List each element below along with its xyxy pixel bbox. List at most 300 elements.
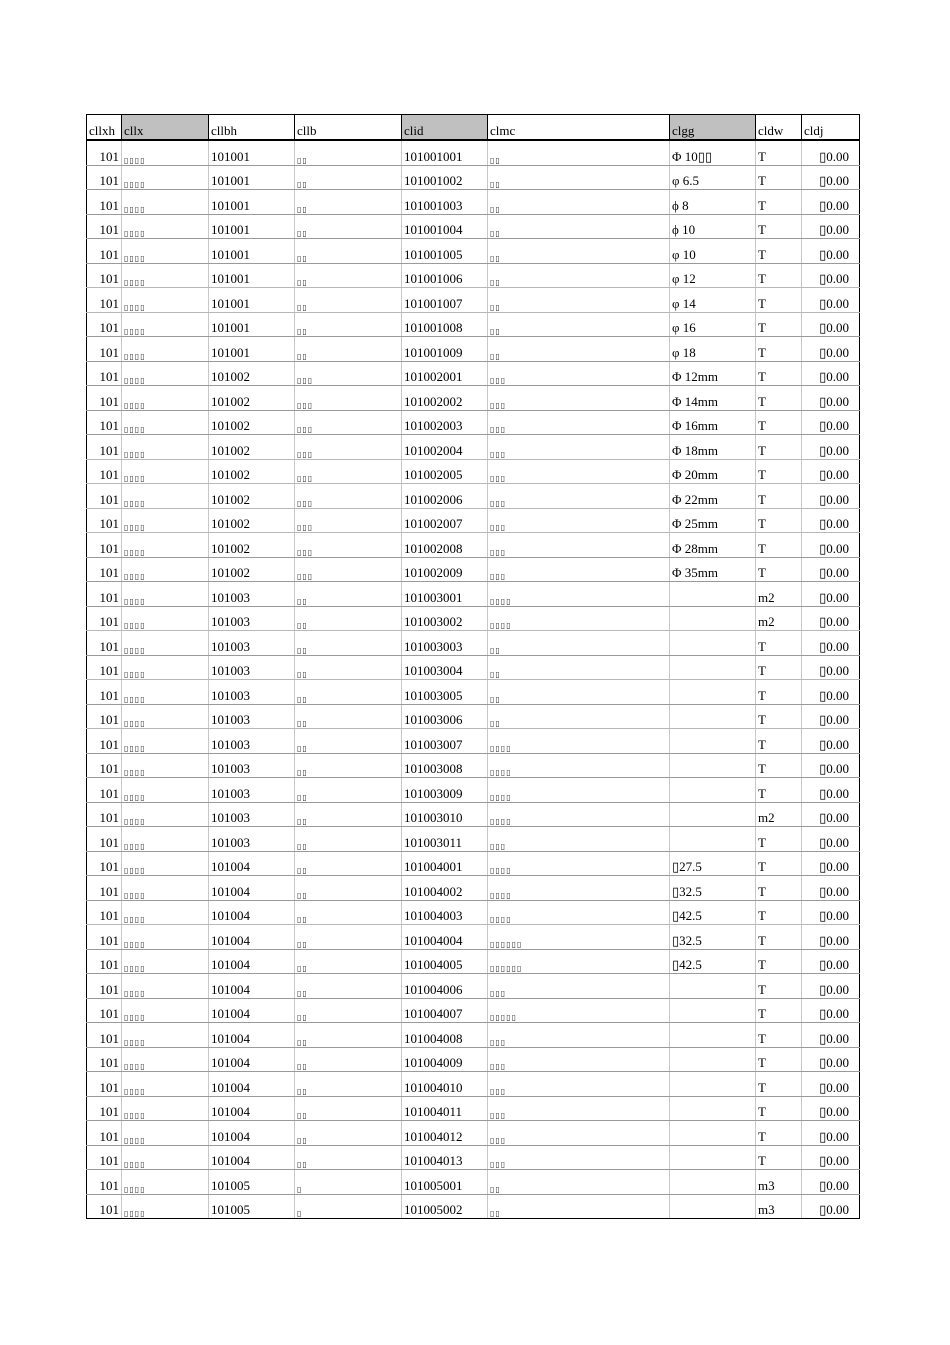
cell-cldw: T [756,680,802,705]
cell-cllb: ▯▯▯ [295,484,402,509]
table-row [87,508,860,533]
cell-cllbh: 101004 [209,1072,295,1097]
cell-clid: 101004013 [402,1145,488,1170]
cell-cllx: ▯▯▯▯ [122,606,209,631]
cell-cllxh: 101 [87,704,122,729]
cell-clid: 101002004 [402,435,488,460]
cell-cllbh: 101003 [209,631,295,656]
cell-cldj: ▯0.00 [802,606,860,631]
cell-cldj: ▯0.00 [802,459,860,484]
cell-cllb: ▯▯ [295,1121,402,1146]
cell-cllb: ▯▯▯ [295,435,402,460]
cell-clgg [670,680,756,705]
cell-cllxh: 101 [87,337,122,362]
cell-cllbh: 101002 [209,533,295,558]
cell-clid: 101004007 [402,998,488,1023]
cell-cldw: T [756,1023,802,1048]
cell-clgg: ▯42.5 [670,900,756,925]
cell-clgg [670,655,756,680]
cell-cllxh: 101 [87,435,122,460]
cell-cllbh: 101004 [209,925,295,950]
cell-cllxh: 101 [87,1047,122,1072]
column-header-clid: clid [402,115,488,141]
cell-cllx: ▯▯▯▯ [122,1072,209,1097]
table-row [87,190,860,215]
cell-cllb: ▯▯ [295,778,402,803]
cell-cllbh: 101005 [209,1194,295,1219]
cell-clgg [670,1194,756,1219]
cell-cldj: ▯0.00 [802,337,860,362]
cell-clmc: ▯▯▯ [488,459,670,484]
cell-clmc: ▯▯▯▯▯▯ [488,925,670,950]
cell-cllb: ▯▯ [295,1145,402,1170]
table-row [87,214,860,239]
table-row [87,459,860,484]
cell-cldw: T [756,949,802,974]
cell-cldj: ▯0.00 [802,949,860,974]
cell-clgg [670,974,756,999]
cell-cllbh: 101001 [209,312,295,337]
cell-clid: 101003005 [402,680,488,705]
cell-clid: 101004010 [402,1072,488,1097]
cell-cldw: T [756,1096,802,1121]
cell-clmc: ▯▯▯▯ [488,582,670,607]
cell-cllx: ▯▯▯▯ [122,704,209,729]
cell-clgg: Φ 14mm [670,386,756,411]
table-row [87,1072,860,1097]
column-header-clmc: clmc [488,115,670,141]
cell-cldj: ▯0.00 [802,925,860,950]
cell-clgg: ▯32.5 [670,876,756,901]
cell-cldw: T [756,655,802,680]
cell-clmc: ▯▯▯▯ [488,802,670,827]
cell-cldj: ▯0.00 [802,1145,860,1170]
cell-cllxh: 101 [87,1170,122,1195]
cell-cllbh: 101002 [209,484,295,509]
cell-cllb: ▯▯ [295,1023,402,1048]
cell-cllxh: 101 [87,190,122,215]
cell-cllx: ▯▯▯▯ [122,680,209,705]
cell-cldw: T [756,1072,802,1097]
cell-cllbh: 101003 [209,729,295,754]
cell-clgg [670,582,756,607]
cell-clmc: ▯▯▯ [488,557,670,582]
cell-cldw: T [756,1121,802,1146]
table-row [87,729,860,754]
cell-cldw: T [756,827,802,852]
cell-cllx: ▯▯▯▯ [122,1023,209,1048]
cell-clgg [670,704,756,729]
table-row [87,239,860,264]
cell-clgg: φ 6.5 [670,165,756,190]
cell-clgg [670,606,756,631]
cell-cllxh: 101 [87,508,122,533]
cell-clid: 101003010 [402,802,488,827]
cell-cldj: ▯0.00 [802,876,860,901]
cell-clgg [670,1047,756,1072]
table-row [87,484,860,509]
cell-cllxh: 101 [87,484,122,509]
cell-cllx: ▯▯▯▯ [122,949,209,974]
cell-cldj: ▯0.00 [802,190,860,215]
cell-cldj: ▯0.00 [802,1194,860,1219]
cell-cldw: T [756,410,802,435]
cell-clid: 101001005 [402,239,488,264]
cell-cllb: ▯▯ [295,802,402,827]
cell-cllbh: 101004 [209,1096,295,1121]
cell-cldw: T [756,704,802,729]
cell-cldw: T [756,190,802,215]
cell-clmc: ▯▯ [488,239,670,264]
table-row [87,974,860,999]
cell-clid: 101003011 [402,827,488,852]
cell-clgg [670,1170,756,1195]
cell-cldj: ▯0.00 [802,361,860,386]
cell-clmc: ▯▯▯▯ [488,729,670,754]
cell-cldw: T [756,1047,802,1072]
cell-clid: 101001007 [402,288,488,313]
cell-cllb: ▯▯ [295,337,402,362]
cell-cllb: ▯▯ [295,876,402,901]
cell-cllx: ▯▯▯▯ [122,802,209,827]
cell-cldw: T [756,508,802,533]
column-header-cllb: cllb [295,115,402,141]
table-row [87,1121,860,1146]
cell-cllbh: 101003 [209,827,295,852]
cell-clid: 101001009 [402,337,488,362]
cell-cllxh: 101 [87,1145,122,1170]
cell-clid: 101001001 [402,140,488,165]
column-header-clgg: clgg [670,115,756,141]
cell-cllx: ▯▯▯▯ [122,410,209,435]
cell-cllx: ▯▯▯▯ [122,729,209,754]
table-row [87,851,860,876]
table-row [87,140,860,165]
cell-clmc: ▯▯ [488,140,670,165]
cell-clid: 101005001 [402,1170,488,1195]
table-row [87,778,860,803]
cell-cldw: T [756,312,802,337]
table-row [87,557,860,582]
cell-cldw: T [756,165,802,190]
cell-clmc: ▯▯ [488,704,670,729]
cell-clmc: ▯▯ [488,1194,670,1219]
cell-clmc: ▯▯▯ [488,533,670,558]
cell-cllx: ▯▯▯▯ [122,533,209,558]
table-row [87,655,860,680]
cell-clid: 101003001 [402,582,488,607]
cell-cllx: ▯▯▯▯ [122,753,209,778]
cell-clgg: φ 10 [670,239,756,264]
cell-cllb: ▯▯ [295,729,402,754]
cell-cldw: T [756,998,802,1023]
cell-cllxh: 101 [87,974,122,999]
cell-cllbh: 101005 [209,1170,295,1195]
cell-cldw: T [756,900,802,925]
cell-cllbh: 101003 [209,680,295,705]
cell-cldw: T [756,459,802,484]
cell-clgg: Φ 28mm [670,533,756,558]
cell-cllx: ▯▯▯▯ [122,337,209,362]
cell-clmc: ▯▯▯▯ [488,606,670,631]
cell-cllxh: 101 [87,557,122,582]
cell-cllb: ▯▯ [295,655,402,680]
table-row [87,1047,860,1072]
cell-cllb: ▯▯▯ [295,410,402,435]
cell-clid: 101003009 [402,778,488,803]
cell-clgg [670,998,756,1023]
cell-cllx: ▯▯▯▯ [122,288,209,313]
cell-cldw: T [756,484,802,509]
cell-clmc: ▯▯ [488,288,670,313]
table-row [87,361,860,386]
cell-cllx: ▯▯▯▯ [122,361,209,386]
cell-clmc: ▯▯ [488,165,670,190]
cell-clgg [670,802,756,827]
cell-clgg [670,729,756,754]
cell-cllxh: 101 [87,239,122,264]
cell-cldw: T [756,851,802,876]
cell-cllxh: 101 [87,827,122,852]
cell-clmc: ▯▯ [488,263,670,288]
cell-cldw: T [756,876,802,901]
cell-cllb: ▯▯ [295,753,402,778]
column-header-cldj: cldj [802,115,860,141]
cell-cllx: ▯▯▯▯ [122,876,209,901]
cell-cllb: ▯▯ [295,140,402,165]
cell-clid: 101001003 [402,190,488,215]
cell-clid: 101004002 [402,876,488,901]
cell-cllxh: 101 [87,1194,122,1219]
cell-cllbh: 101002 [209,386,295,411]
cell-cldj: ▯0.00 [802,533,860,558]
cell-cllbh: 101001 [209,140,295,165]
cell-cllx: ▯▯▯▯ [122,165,209,190]
cell-clid: 101003006 [402,704,488,729]
cell-cllbh: 101003 [209,704,295,729]
cell-cldj: ▯0.00 [802,1096,860,1121]
cell-cldj: ▯0.00 [802,778,860,803]
cell-clid: 101003008 [402,753,488,778]
cell-cldj: ▯0.00 [802,484,860,509]
cell-cllbh: 101004 [209,876,295,901]
cell-cldj: ▯0.00 [802,1072,860,1097]
cell-clmc: ▯▯▯▯ [488,753,670,778]
column-header-cllxh: cllxh [87,115,122,141]
cell-cllbh: 101001 [209,263,295,288]
cell-cldj: ▯0.00 [802,680,860,705]
column-header-cldw: cldw [756,115,802,141]
cell-clmc: ▯▯ [488,1170,670,1195]
cell-clid: 101004004 [402,925,488,950]
table-row [87,410,860,435]
cell-cllb: ▯▯ [295,925,402,950]
cell-clgg [670,753,756,778]
cell-clid: 101003007 [402,729,488,754]
cell-clmc: ▯▯▯ [488,1023,670,1048]
cell-clmc: ▯▯▯ [488,827,670,852]
cell-cldj: ▯0.00 [802,1047,860,1072]
cell-clid: 101001006 [402,263,488,288]
cell-cldj: ▯0.00 [802,263,860,288]
table-row [87,802,860,827]
cell-clid: 101003002 [402,606,488,631]
table-row [87,704,860,729]
cell-cllbh: 101002 [209,361,295,386]
cell-cldw: T [756,140,802,165]
cell-cllb: ▯▯ [295,263,402,288]
cell-cldj: ▯0.00 [802,729,860,754]
table-row [87,876,860,901]
cell-cldj: ▯0.00 [802,704,860,729]
table-row [87,312,860,337]
cell-cllb: ▯▯▯ [295,557,402,582]
cell-cllxh: 101 [87,925,122,950]
cell-clmc: ▯▯▯ [488,1047,670,1072]
cell-clmc: ▯▯ [488,680,670,705]
cell-cldj: ▯0.00 [802,802,860,827]
cell-cllb: ▯▯ [295,606,402,631]
table-row [87,753,860,778]
cell-clid: 101004008 [402,1023,488,1048]
cell-cllxh: 101 [87,459,122,484]
cell-clgg: Φ 20mm [670,459,756,484]
cell-cllbh: 101001 [209,337,295,362]
cell-cllx: ▯▯▯▯ [122,214,209,239]
cell-cldw: T [756,778,802,803]
cell-cllb: ▯▯ [295,631,402,656]
cell-cllx: ▯▯▯▯ [122,557,209,582]
cell-clid: 101002002 [402,386,488,411]
table-row [87,288,860,313]
cell-cldw: T [756,557,802,582]
cell-cllx: ▯▯▯▯ [122,1194,209,1219]
cell-cllbh: 101002 [209,435,295,460]
cell-clmc: ▯▯ [488,337,670,362]
cell-cldj: ▯0.00 [802,900,860,925]
cell-clid: 101001008 [402,312,488,337]
cell-cldj: ▯0.00 [802,435,860,460]
cell-cllxh: 101 [87,778,122,803]
cell-cldj: ▯0.00 [802,165,860,190]
cell-cldj: ▯0.00 [802,312,860,337]
cell-cllbh: 101002 [209,557,295,582]
table-row [87,1170,860,1195]
cell-cllb: ▯▯ [295,288,402,313]
cell-cllx: ▯▯▯▯ [122,435,209,460]
cell-cllb: ▯ [295,1170,402,1195]
cell-cllxh: 101 [87,361,122,386]
cell-cllb: ▯▯ [295,704,402,729]
table-row [87,998,860,1023]
cell-cldw: T [756,337,802,362]
cell-clmc: ▯▯ [488,214,670,239]
cell-cllbh: 101003 [209,606,295,631]
cell-cldj: ▯0.00 [802,288,860,313]
header-row [87,115,860,141]
cell-clgg: Φ 18mm [670,435,756,460]
cell-clmc: ▯▯▯ [488,1096,670,1121]
cell-clgg: Φ 12mm [670,361,756,386]
cell-cldj: ▯0.00 [802,827,860,852]
cell-cllbh: 101004 [209,998,295,1023]
cell-cllbh: 101003 [209,582,295,607]
cell-cllx: ▯▯▯▯ [122,140,209,165]
cell-clmc: ▯▯ [488,190,670,215]
table-row [87,386,860,411]
cell-clid: 101003004 [402,655,488,680]
cell-cllxh: 101 [87,729,122,754]
table-row [87,1194,860,1219]
cell-cllxh: 101 [87,949,122,974]
cell-clmc: ▯▯▯▯ [488,851,670,876]
cell-clgg [670,1096,756,1121]
cell-clid: 101004011 [402,1096,488,1121]
cell-cllxh: 101 [87,802,122,827]
cell-cldw: T [756,239,802,264]
cell-clid: 101002005 [402,459,488,484]
cell-cllb: ▯▯ [295,312,402,337]
cell-cllb: ▯▯ [295,582,402,607]
cell-clgg: φ 12 [670,263,756,288]
cell-cldw: m2 [756,802,802,827]
cell-cllb: ▯▯▯ [295,508,402,533]
table-row [87,582,860,607]
cell-clmc: ▯▯▯ [488,1072,670,1097]
cell-clmc: ▯▯ [488,655,670,680]
cell-clid: 101004006 [402,974,488,999]
table-row [87,900,860,925]
cell-cllxh: 101 [87,876,122,901]
cell-clgg [670,1072,756,1097]
cell-clmc: ▯▯▯ [488,484,670,509]
cell-cllbh: 101004 [209,851,295,876]
cell-cllbh: 101001 [209,165,295,190]
cell-cllxh: 101 [87,288,122,313]
cell-clmc: ▯▯ [488,631,670,656]
cell-clid: 101002009 [402,557,488,582]
cell-clgg: φ 18 [670,337,756,362]
cell-cldw: T [756,729,802,754]
cell-cllxh: 101 [87,680,122,705]
cell-cldw: T [756,925,802,950]
cell-cllxh: 101 [87,140,122,165]
cell-cldw: T [756,263,802,288]
table-row [87,1023,860,1048]
cell-cldj: ▯0.00 [802,753,860,778]
cell-cllb: ▯▯ [295,1096,402,1121]
cell-cllxh: 101 [87,533,122,558]
cell-cllxh: 101 [87,1096,122,1121]
cell-cllb: ▯▯ [295,190,402,215]
cell-cllx: ▯▯▯▯ [122,386,209,411]
cell-cldw: m3 [756,1170,802,1195]
cell-cllb: ▯▯ [295,998,402,1023]
cell-clgg: φ 14 [670,288,756,313]
table-row [87,263,860,288]
cell-clgg: Φ 22mm [670,484,756,509]
cell-cllx: ▯▯▯▯ [122,998,209,1023]
cell-cllbh: 101004 [209,974,295,999]
cell-clid: 101004001 [402,851,488,876]
cell-cllbh: 101003 [209,802,295,827]
cell-cllb: ▯▯ [295,974,402,999]
cell-clid: 101004003 [402,900,488,925]
cell-cllxh: 101 [87,753,122,778]
cell-cllxh: 101 [87,386,122,411]
cell-clgg: ϕ 8 [670,190,756,215]
cell-cllx: ▯▯▯▯ [122,484,209,509]
